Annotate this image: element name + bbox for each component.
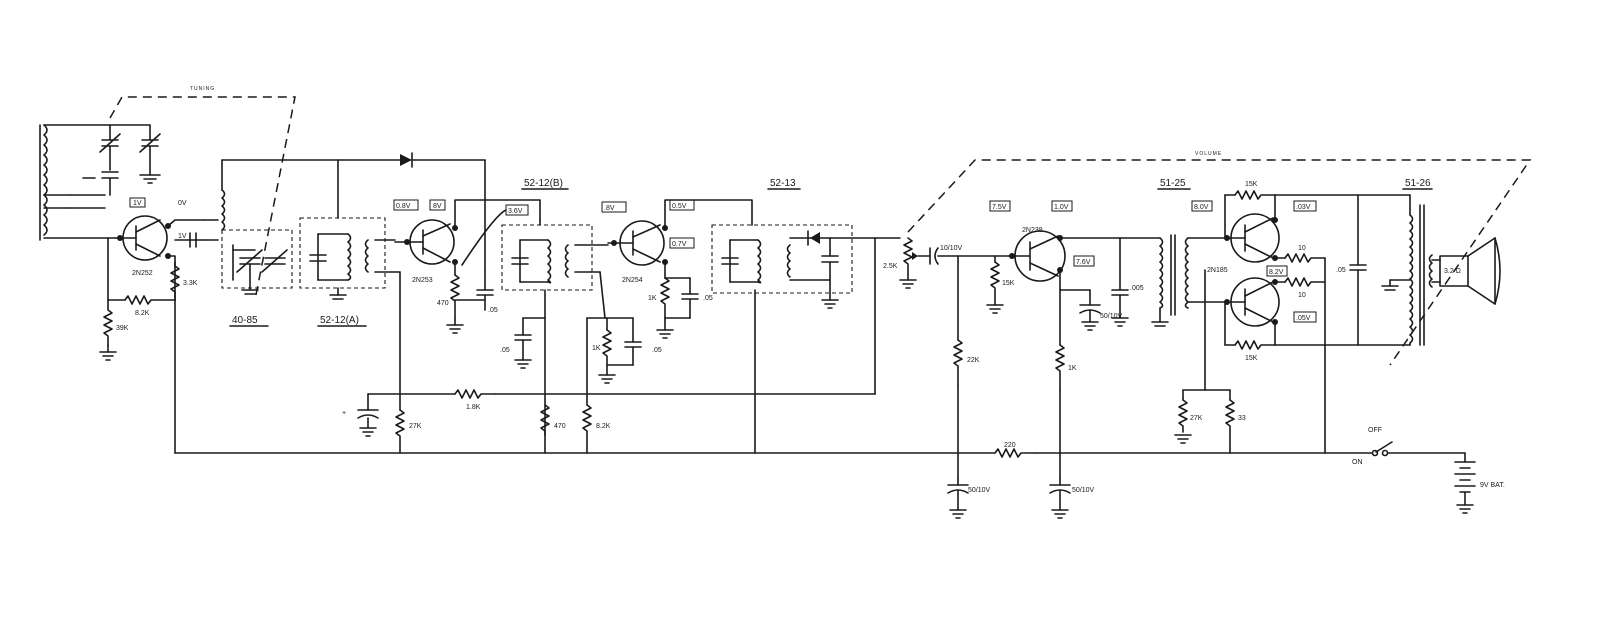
t4-label: 52-13 bbox=[770, 178, 796, 189]
q3-emitter-voltage: 0.5V bbox=[672, 203, 687, 210]
c-05d-label: .05 bbox=[652, 347, 662, 354]
resistor-220 bbox=[995, 449, 1035, 457]
resistor-15k-b bbox=[1235, 191, 1275, 199]
resistor-39k bbox=[104, 300, 112, 345]
q4-label: 2N238 bbox=[1022, 227, 1043, 234]
resistor-33 bbox=[1226, 400, 1234, 440]
detector-transformer-52-13 bbox=[712, 225, 852, 300]
q1-base-voltage: 1V bbox=[133, 200, 142, 207]
r-2k5-label: 2.5K bbox=[883, 263, 898, 270]
transistor-q2 bbox=[395, 220, 458, 265]
r-10b-label: 10 bbox=[1298, 292, 1306, 299]
volume-potentiometer bbox=[900, 238, 930, 288]
ground-q1 bbox=[100, 345, 116, 360]
resistor-8k2-b bbox=[583, 405, 591, 453]
ground-c05b bbox=[515, 360, 531, 368]
q2-collector-voltage: 3.6V bbox=[508, 208, 523, 215]
q3-base-voltage: .8V bbox=[604, 205, 615, 212]
c-dec-b-label: 50/10V bbox=[1072, 487, 1095, 494]
c-e-q4-label: 50/10V bbox=[1100, 313, 1123, 320]
resistor-27k-b bbox=[1179, 400, 1187, 432]
r-1k-a-label: 1K bbox=[648, 295, 657, 302]
c-05a-label: .05 bbox=[488, 307, 498, 314]
r-15k-c-label: 15K bbox=[1245, 355, 1258, 362]
r-8k2b-label: 8.2K bbox=[596, 423, 611, 430]
r-27k-a-label: 27K bbox=[409, 423, 422, 430]
resistor-1k-c bbox=[1056, 345, 1064, 390]
r-470a-label: 470 bbox=[437, 300, 449, 307]
output-transformer-51-26 bbox=[1382, 195, 1432, 345]
battery bbox=[1455, 453, 1475, 513]
q3-collector-voltage: 0.7V bbox=[672, 241, 687, 248]
ground-q4-e bbox=[1082, 322, 1098, 330]
resistor-8k2 bbox=[125, 296, 175, 304]
ground-agc bbox=[360, 428, 376, 436]
transistor-q4 bbox=[1009, 231, 1065, 281]
ground-det bbox=[822, 300, 838, 308]
c-005-label: .005 bbox=[1130, 285, 1144, 292]
switch-on-label: ON bbox=[1352, 459, 1363, 466]
r-220-label: 220 bbox=[1004, 442, 1016, 449]
q5-mid-voltage: 8.2V bbox=[1269, 269, 1284, 276]
q5a-base-voltage: 8.0V bbox=[1194, 204, 1209, 211]
c-05c-label: .05 bbox=[703, 295, 713, 302]
r-39k-label: 39K bbox=[116, 325, 129, 332]
ground-if-a bbox=[330, 288, 346, 299]
q4-base-voltage: 7.5V bbox=[992, 204, 1007, 211]
battery-label: 9V BAT. bbox=[1480, 482, 1505, 489]
q2-base-voltage: 0.8V bbox=[396, 203, 411, 210]
r-1k8-label: 1.8K bbox=[466, 404, 481, 411]
r-1k-b-label: 1K bbox=[592, 345, 601, 352]
resistor-1k-q3 bbox=[661, 278, 669, 320]
ground-dec-a bbox=[950, 510, 966, 518]
t5-label: 51-25 bbox=[1160, 178, 1186, 189]
c-05e-label: .05 bbox=[1336, 267, 1346, 274]
t2-label: 52-12(A) bbox=[320, 315, 359, 326]
switch-off-label: OFF bbox=[1368, 427, 1382, 434]
r-8k2-label: 8.2K bbox=[135, 310, 150, 317]
resistor-22k bbox=[954, 340, 962, 385]
q2-label: 2N253 bbox=[412, 277, 433, 284]
r-15k-a-label: 15K bbox=[1002, 280, 1015, 287]
resistor-1k8 bbox=[455, 390, 495, 398]
t6-label: 51-26 bbox=[1405, 178, 1431, 189]
c-05b-label: .05 bbox=[500, 347, 510, 354]
resistor-470-q2 bbox=[451, 275, 459, 318]
tuning-capacitor-rf bbox=[83, 125, 160, 195]
ground-r27kb bbox=[1175, 435, 1191, 443]
q1-emitter-voltage: 1V bbox=[178, 233, 187, 240]
driver-transformer-51-25 bbox=[1152, 235, 1188, 326]
speaker bbox=[1432, 238, 1500, 304]
speaker-label: 3.2 Ω bbox=[1444, 268, 1461, 275]
q1-label: 2N252 bbox=[132, 270, 153, 277]
resistor-15k-c bbox=[1235, 341, 1275, 349]
q2-emitter-voltage: 8V bbox=[433, 203, 442, 210]
r-22k-label: 22K bbox=[967, 357, 980, 364]
transistor-q5a bbox=[1224, 214, 1279, 262]
diode-agc bbox=[400, 153, 412, 167]
q5-label: 2N185 bbox=[1207, 267, 1228, 274]
resistor-1k-b bbox=[603, 330, 611, 375]
c-10v-in-label: 10/10V bbox=[940, 245, 963, 252]
transistor-q5b bbox=[1224, 278, 1279, 326]
r-3k3-label: 3.3K bbox=[183, 280, 198, 287]
r-10a-label: 10 bbox=[1298, 245, 1306, 252]
q1-collector-voltage: 0V bbox=[178, 200, 187, 207]
ground-dec-b bbox=[1052, 510, 1068, 518]
volume-gang-link bbox=[908, 160, 1530, 365]
tuning-label: TUNING bbox=[190, 86, 216, 92]
c-agc-polarity: + bbox=[342, 410, 347, 417]
r-27k-b-label: 27K bbox=[1190, 415, 1203, 422]
q4-collector-voltage: 7.6V bbox=[1076, 259, 1091, 266]
volume-label: VOLUME bbox=[1195, 151, 1223, 157]
q5b-emitter-voltage: .05V bbox=[1296, 315, 1311, 322]
antenna-coil bbox=[40, 125, 115, 240]
resistor-27k-a bbox=[396, 410, 404, 453]
oscillator-coil-40-85 bbox=[205, 160, 292, 294]
t3-label: 52-12(B) bbox=[524, 178, 563, 189]
ground-q4-bias bbox=[987, 305, 1003, 313]
if-transformer-52-12a bbox=[300, 218, 400, 288]
r-1k-c-label: 1K bbox=[1068, 365, 1077, 372]
ground-q3 bbox=[657, 320, 673, 338]
q4-emitter-voltage: 1.0V bbox=[1054, 204, 1069, 211]
transistor-q3 bbox=[608, 221, 668, 265]
ground-r1kb bbox=[599, 375, 615, 383]
transistor-q1 bbox=[115, 216, 171, 260]
q5a-emitter-voltage: .03V bbox=[1296, 204, 1311, 211]
resistor-10-a bbox=[1285, 254, 1325, 262]
resistor-10-b bbox=[1285, 278, 1325, 286]
r-15k-b-label: 15K bbox=[1245, 181, 1258, 188]
c-dec-a-label: 50/10V bbox=[968, 487, 991, 494]
r-33-label: 33 bbox=[1238, 415, 1246, 422]
r-470b-label: 470 bbox=[554, 423, 566, 430]
if-transformer-52-12b bbox=[502, 225, 608, 290]
q3-label: 2N254 bbox=[622, 277, 643, 284]
resistor-15k-a bbox=[991, 262, 999, 305]
ground-q2 bbox=[447, 318, 463, 333]
t1-label: 40-85 bbox=[232, 315, 258, 326]
